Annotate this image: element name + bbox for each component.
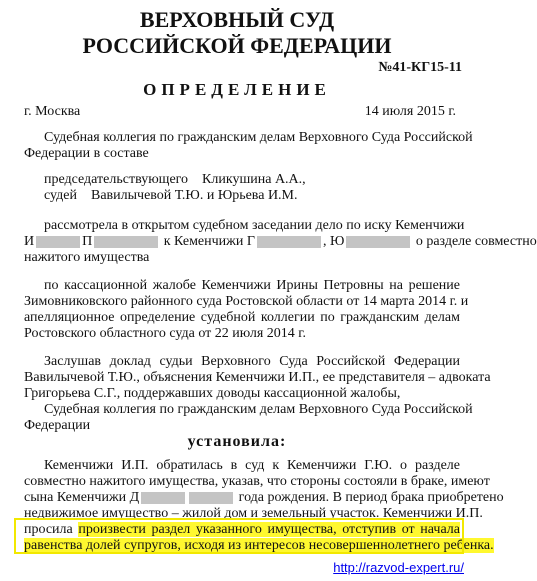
document-title: ОПРЕДЕЛЕНИЕ xyxy=(143,80,331,99)
redaction-block xyxy=(141,492,185,504)
paragraph-2-line-2 xyxy=(24,234,537,250)
plaintiff-initial-name: И xyxy=(24,234,35,249)
request-verb: просила xyxy=(24,522,73,537)
redaction-block xyxy=(346,236,410,248)
plaintiff-initial-patronymic: П xyxy=(82,234,93,249)
paragraph-1-line-2: Федерации в составе xyxy=(24,146,149,161)
highlighted-text: произвести раздел указанного имущества, отступив от начала xyxy=(78,522,461,537)
paragraph-4-line-2: Вавилычевой Т.Ю., объяснения Кеменчижи И.П., ее представителя – адвоката xyxy=(24,370,491,385)
paragraph-2-line-3: нажитого имущества xyxy=(24,250,150,265)
paragraph-4-line-1: Заслушав доклад судьи Верховного Суда Российской Федерации xyxy=(44,354,460,369)
date: 14 июля 2015 г. xyxy=(364,104,456,119)
paragraph-6-line-3 xyxy=(24,490,504,506)
paragraph-3-line-3: апелляционное определение судебной коллегии по гражданским делам xyxy=(24,310,460,325)
paragraph-6-line-6 xyxy=(24,538,494,554)
paragraph-4-line-3: Григорьева С.Г., поддержавших доводы кассационной жалобы, xyxy=(24,386,401,401)
presiding-judge: председательствующего Кликушина А.А., xyxy=(44,172,306,187)
paragraph-3-line-1: по кассационной жалобе Кеменчижи Ирины Петровны на решение xyxy=(44,278,460,293)
court-name-line2: РОССИЙСКОЙ ФЕДЕРАЦИИ xyxy=(82,33,392,58)
section-title: установила: xyxy=(187,433,287,450)
claim-subject: о разделе совместно xyxy=(415,234,537,249)
paragraph-6-line-5 xyxy=(24,522,460,538)
redaction-block xyxy=(94,236,158,248)
place: г. Москва xyxy=(24,104,81,119)
case-number: №41-КГ15-11 xyxy=(378,60,462,75)
birth-year-text: года рождения. В период брака приобретено xyxy=(238,490,504,505)
website-link[interactable]: http://razvod-expert.ru/ xyxy=(333,560,464,575)
defendant-patronymic: , Ю xyxy=(322,234,345,249)
court-name-line1: ВЕРХОВНЫЙ СУД xyxy=(139,7,335,32)
judges: судей Вавилычевой Т.Ю. и Юрьева И.М. xyxy=(44,188,298,203)
paragraph-5-line-2: Федерации xyxy=(24,418,91,433)
redaction-block xyxy=(36,236,80,248)
paragraph-6-line-1: Кеменчижи И.П. обратилась в суд к Кеменчижи Г.Ю. о разделе xyxy=(44,458,460,473)
son-name-prefix: сына Кеменчижи Д xyxy=(24,490,140,505)
paragraph-6-line-2: совместно нажитого имущества, указав, что стороны состояли в браке, имеют xyxy=(24,474,490,489)
highlighted-text: равенства долей супругов, исходя из интересов несовершеннолетнего ребенка. xyxy=(24,538,494,553)
paragraph-5-line-1: Судебная коллегия по гражданским делам Верховного Суда Российской xyxy=(44,402,473,417)
redaction-block xyxy=(257,236,321,248)
redaction-block xyxy=(189,492,233,504)
paragraph-3-line-2: Зимовниковского районного суда Ростовской области от 14 марта 2014 г. и xyxy=(24,294,469,309)
paragraph-3-line-4: Ростовского областного суда от 22 июля 2014 г. xyxy=(24,326,306,341)
defendant-prefix: к Кеменчижи Г xyxy=(163,234,255,249)
paragraph-6-line-4: недвижимое имущество – жилой дом и земельный участок. Кеменчижи И.П. xyxy=(24,506,483,521)
paragraph-1-line-1: Судебная коллегия по гражданским делам Верховного Суда Российской xyxy=(44,130,473,145)
paragraph-2-line-1: рассмотрела в открытом судебном заседании дело по иску Кеменчижи xyxy=(44,218,465,233)
